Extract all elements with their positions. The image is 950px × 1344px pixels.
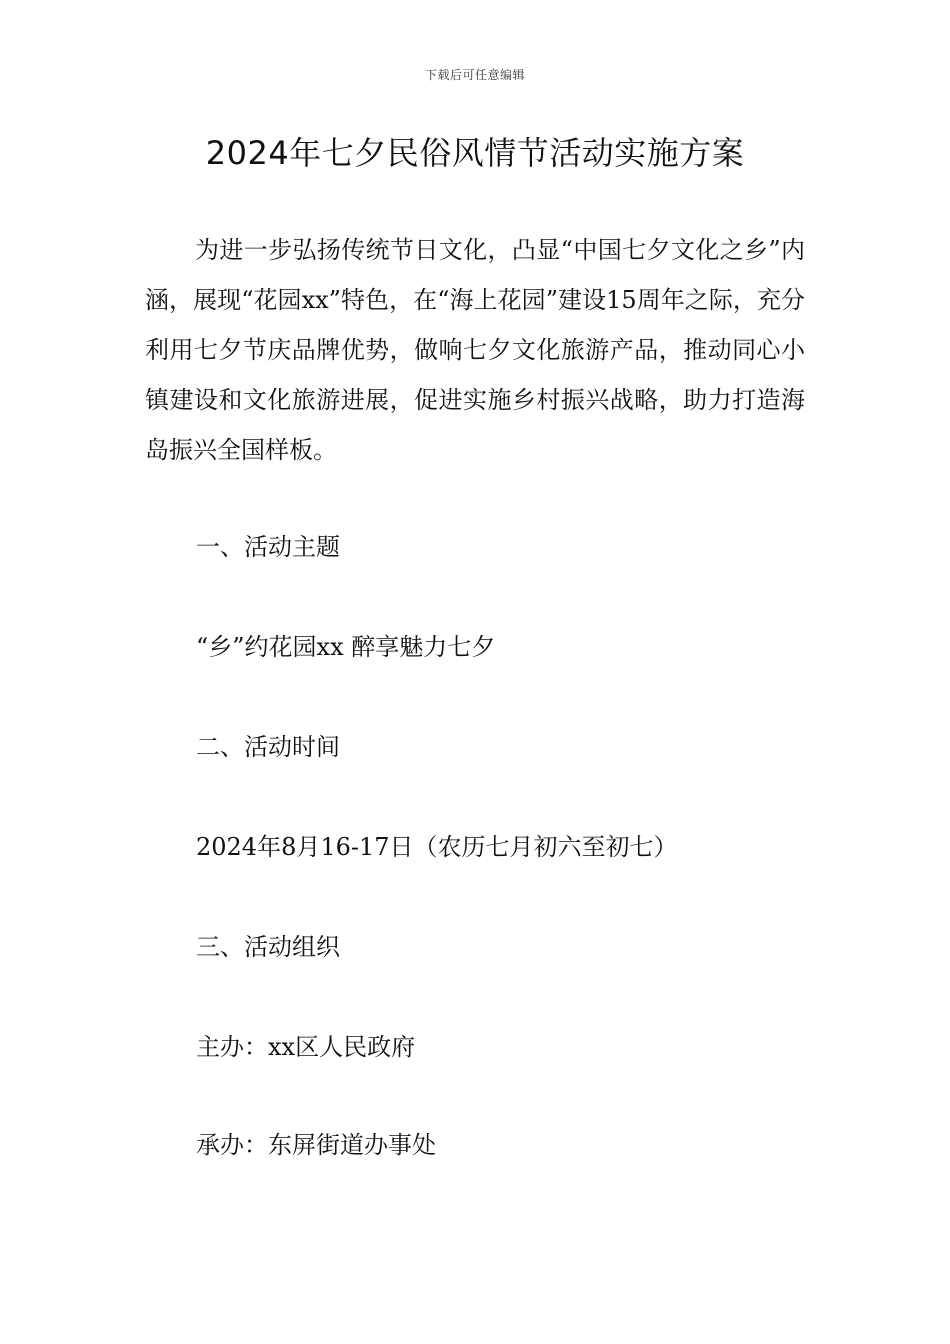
host-text: 主办：xx区人民政府: [196, 1033, 416, 1061]
section-heading-theme: 一、活动主题: [196, 533, 340, 561]
document-title: 2024年七夕民俗风情节活动实施方案: [205, 134, 745, 172]
header-note: 下载后可任意编辑: [424, 68, 525, 82]
intro-paragraph: 为进一步弘扬传统节日文化，凸显“中国七夕文化之乡”内涵，展现“花园xx”特色，在“海上花园”建设15周年之际，充分利用七夕节庆品牌优势，做响七夕文化旅游产品，推动同心小镇建设和文化旅游进展，促进实施乡村振兴战略，助力打造海岛振兴全国样板。: [145, 236, 805, 464]
organizer-text: 承办：东屏街道办事处: [196, 1131, 436, 1159]
section-heading-time: 二、活动时间: [196, 733, 340, 761]
theme-text: “乡”约花园xx 醉享魅力七夕: [196, 633, 496, 661]
time-text: 2024年8月16-17日（农历七月初六至初七）: [196, 833, 678, 861]
section-heading-organization: 三、活动组织: [196, 933, 340, 961]
